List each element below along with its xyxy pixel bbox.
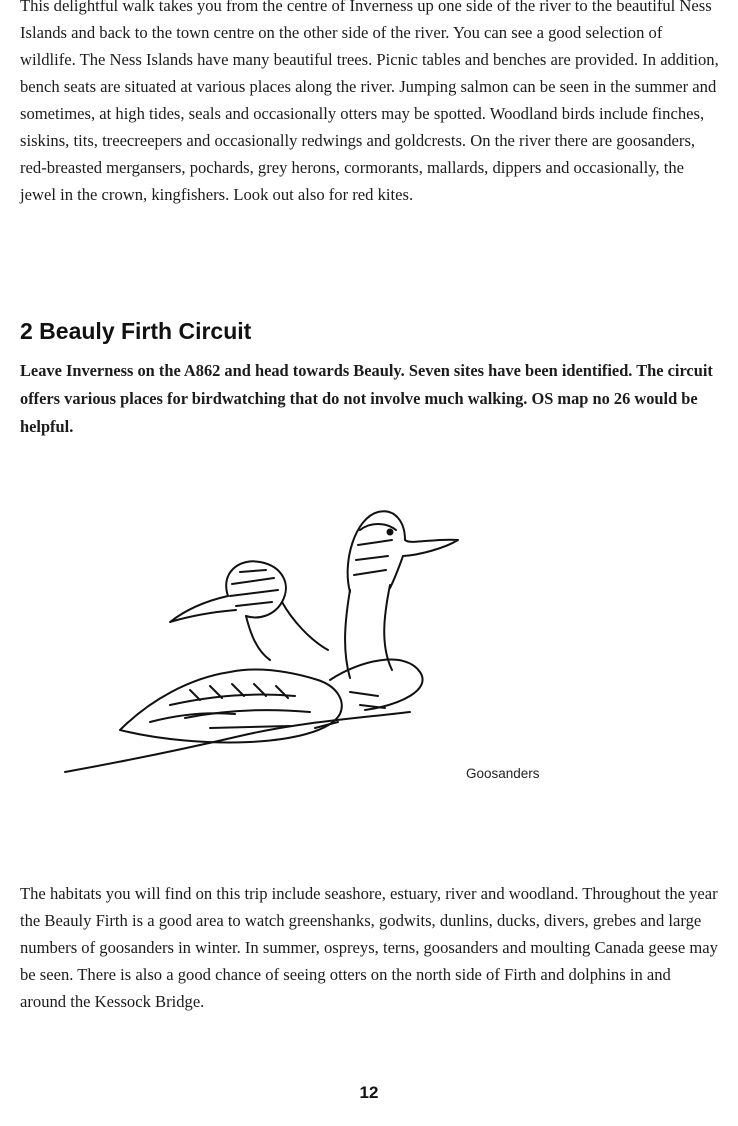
intro-paragraph: This delightful walk takes you from the centre of Inverness up one side of the river to the beautiful Ness Islands and back to the town centre on the other side of the river. You can see a good selection of wildlife. The Ness Islands have many beautiful trees. Picnic tables and benches are provided. In addition, bench seats are situated at various places along the river. Jumping salmon can be seen in the summer and sometimes, at high tides, seals and occasionally otters may be spotted. Woodland birds include finches, siskins, tits, treecreepers and occasionally redwings and goldcrests. On the river there are goosanders, red-breasted mergansers, pochards, grey herons, cormorants, mallards, dippers and occasionally, the jewel in the crown, kingfishers. Look out also for red kites. [20, 0, 719, 204]
page-number: 12 [359, 1083, 379, 1102]
section-heading: 2 Beauly Firth Circuit [20, 318, 252, 344]
goosanders-illustration [60, 500, 470, 785]
figure-caption: Goosanders [466, 766, 540, 781]
section-lead-paragraph: Leave Inverness on the A862 and head towards Beauly. Seven sites have been identified. The circuit offers various places for birdwatching that do not involve much walking. OS map no 26 would be helpful. [20, 361, 713, 436]
habitats-paragraph: The habitats you will find on this trip include seashore, estuary, river and woodland. Throughout the year the Beauly Firth is a good area to watch greenshanks, godwits, dunlins, ducks, divers, grebes and large numbers of goosanders in winter. In summer, ospreys, terns, goosanders and moulting Canada geese may be seen. There is also a good chance of seeing otters on the north side of Firth and dolphins in and around the Kessock Bridge. [20, 884, 718, 1011]
